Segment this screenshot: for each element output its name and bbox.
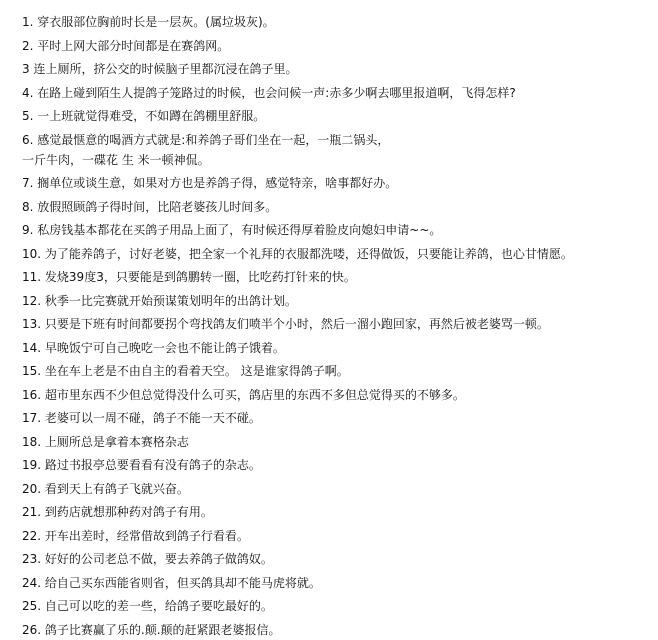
item-text: 看到天上有鸽子飞就兴奋。 xyxy=(44,481,189,496)
item-number: 3 xyxy=(22,62,30,76)
item-number: 4. xyxy=(22,85,34,100)
list-item xyxy=(22,267,644,287)
list-item xyxy=(22,173,644,193)
list-item xyxy=(22,385,644,405)
list-item xyxy=(22,432,644,452)
item-number: 18. xyxy=(22,434,42,449)
item-text: 坐在车上老是不由自主的看着天空。 这是谁家得鸽子啊。 xyxy=(44,364,349,378)
item-number: 26. xyxy=(22,622,42,637)
item-number: 21. xyxy=(22,505,42,519)
list-item xyxy=(22,59,644,79)
item-number: 9. xyxy=(22,223,34,237)
item-text: 上厕所总是拿着本赛格杂志 xyxy=(44,434,189,449)
item-number: 24. xyxy=(22,575,42,590)
list-item xyxy=(22,573,644,593)
item-number: 5. xyxy=(22,109,34,123)
item-number: 10. xyxy=(22,246,42,261)
list-item xyxy=(22,479,644,499)
numbered-list xyxy=(22,12,644,640)
list-item xyxy=(22,244,644,264)
item-text: 连上厕所，挤公交的时候脑子里都沉浸在鸽子里。 xyxy=(33,62,298,76)
item-text: 开车出差时，经常借故到鸽子行看看。 xyxy=(44,528,249,543)
item-number: 7. xyxy=(22,176,34,190)
item-text: 老婆可以一周不碰，鸽子不能一天不碰。 xyxy=(44,411,261,425)
list-item xyxy=(22,197,644,217)
item-text: 穿衣服部位胸前时长是一层灰。(属垃圾灰)。 xyxy=(37,15,275,29)
item-number: 17. xyxy=(22,411,42,425)
item-number: 20. xyxy=(22,481,42,496)
item-text: 私房钱基本都花在买鸽子用品上面了，有时候还得厚着脸皮向媳妇申请~~。 xyxy=(37,223,442,237)
item-number: 15. xyxy=(22,364,42,378)
item-number: 13. xyxy=(22,317,42,331)
item-number: 8. xyxy=(22,199,34,214)
list-item xyxy=(22,455,644,475)
list-item xyxy=(22,130,644,170)
item-text: 放假照顾鸽子得时间，比陪老婆孩儿时间多。 xyxy=(37,199,278,214)
list-item xyxy=(22,526,644,546)
item-number: 16. xyxy=(22,387,42,402)
list-item xyxy=(22,361,644,381)
item-text: 感觉最惬意的喝酒方式就是:和养鸽子哥们坐在一起，一瓶二锅头， xyxy=(37,132,390,147)
item-text: 搁单位或谈生意，如果对方也是养鸽子得，感觉特亲，啥事都好办。 xyxy=(37,176,398,190)
item-number: 19. xyxy=(22,458,42,472)
list-item xyxy=(22,106,644,126)
list-item xyxy=(22,620,644,640)
list-item xyxy=(22,12,644,32)
list-item xyxy=(22,338,644,358)
list-item xyxy=(22,549,644,569)
list-item xyxy=(22,36,644,56)
item-text: 好好的公司老总不做，要去养鸽子做鸽奴。 xyxy=(44,552,273,566)
list-item xyxy=(22,83,644,103)
item-text: 到药店就想那种药对鸽子有用。 xyxy=(44,505,213,519)
item-text: 早晚饭宁可自己晚吃一会也不能让鸽子饿着。 xyxy=(44,340,285,355)
list-item xyxy=(22,314,644,334)
item-text: 鸽子比赛赢了乐的.颠.颠的赶紧跟老婆报信。 xyxy=(44,622,281,637)
item-text: 在路上碰到陌生人提鸽子笼路过的时候，也会问候一声:赤多少啊去哪里报道啊，飞得怎样? xyxy=(37,85,516,100)
item-text-continuation: 一斤牛肉，一碟花 生 米一顿神侃。 xyxy=(22,152,210,167)
item-text: 平时上网大部分时间都是在赛鸽网。 xyxy=(37,38,230,53)
item-number: 6. xyxy=(22,132,34,147)
item-text: 秋季一比完赛就开始预谋策划明年的出鸽计划。 xyxy=(44,293,297,308)
item-text: 路过书报亭总要看看有没有鸽子的杂志。 xyxy=(44,458,261,472)
list-item xyxy=(22,596,644,616)
item-text: 给自己买东西能省则省，但买鸽具却不能马虎将就。 xyxy=(44,575,321,590)
list-item xyxy=(22,291,644,311)
item-text: 超市里东西不少但总觉得没什么可买，鸽店里的东西不多但总觉得买的不够多。 xyxy=(44,387,465,402)
item-text: 为了能养鸽子，讨好老婆，把全家一个礼拜的衣服都洗喽，还得做饭，只要能让养鸽，也心甘情愿。 xyxy=(44,246,573,261)
item-number: 22. xyxy=(22,528,42,543)
item-text: 发烧39度3，只要能是到鸽鹏转一圈，比吃药打针来的快。 xyxy=(44,270,356,284)
list-item xyxy=(22,502,644,522)
item-number: 2. xyxy=(22,38,34,53)
item-number: 14. xyxy=(22,340,42,355)
item-number: 23. xyxy=(22,552,42,566)
item-number: 1. xyxy=(22,15,34,29)
item-number: 12. xyxy=(22,293,42,308)
item-number: 25. xyxy=(22,599,42,613)
list-item xyxy=(22,220,644,240)
item-number: 11. xyxy=(22,270,42,284)
list-item xyxy=(22,408,644,428)
item-text: 自己可以吃的差一些，给鸽子要吃最好的。 xyxy=(44,599,273,613)
item-text: 只要是下班有时间都要拐个弯找鸽友们喷半个小时，然后一溜小跑回家，再然后被老婆骂一顿。 xyxy=(44,317,549,331)
item-text: 一上班就觉得难受，不如蹲在鸽棚里舒服。 xyxy=(37,109,266,123)
